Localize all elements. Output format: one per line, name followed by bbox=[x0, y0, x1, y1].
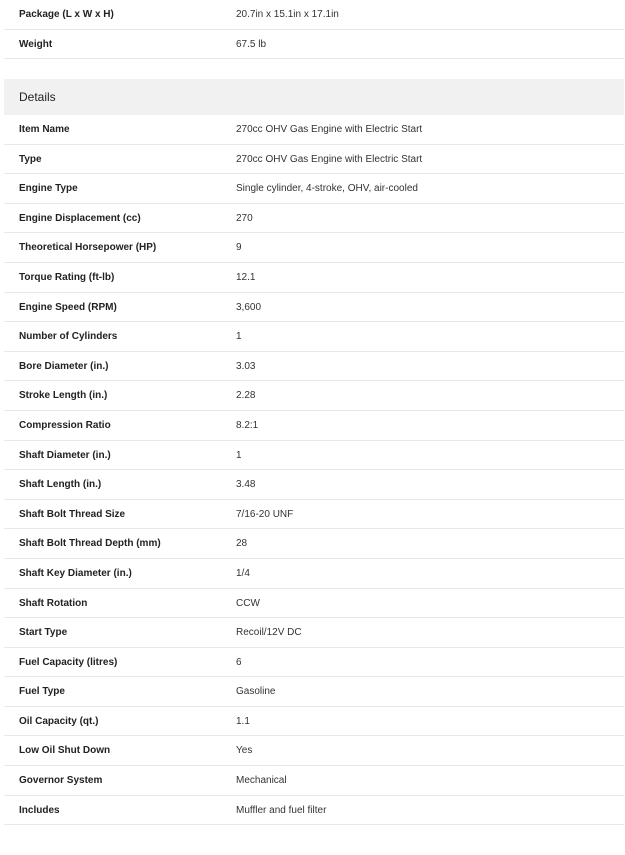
spec-row bbox=[4, 174, 624, 204]
spec-value: 3,600 bbox=[236, 301, 262, 313]
spec-row bbox=[4, 263, 624, 293]
spec-value: Yes bbox=[236, 745, 253, 757]
spec-value: 2.28 bbox=[236, 390, 256, 402]
spec-value: 28 bbox=[236, 538, 248, 550]
spec-value: 1 bbox=[236, 331, 242, 343]
spec-label: Shaft Length (in.) bbox=[19, 479, 102, 491]
spec-label: Weight bbox=[19, 38, 53, 50]
spec-label: Compression Ratio bbox=[19, 419, 111, 431]
spec-value: 270cc OHV Gas Engine with Electric Start bbox=[236, 153, 423, 165]
spec-value: 1 bbox=[236, 449, 242, 461]
spec-value: 67.5 lb bbox=[236, 38, 267, 50]
spec-label: Number of Cylinders bbox=[19, 331, 118, 343]
spec-label: Engine Type bbox=[19, 183, 78, 195]
spec-value: Gasoline bbox=[236, 686, 276, 698]
spec-label: Shaft Bolt Thread Size bbox=[19, 508, 126, 520]
details-section-title: Details bbox=[19, 90, 56, 104]
spec-value: 9 bbox=[236, 242, 242, 254]
spec-label: Theoretical Horsepower (HP) bbox=[19, 242, 157, 254]
spec-row bbox=[4, 529, 624, 559]
details-spec-table bbox=[4, 115, 624, 825]
spec-label: Torque Rating (ft-lb) bbox=[19, 271, 115, 283]
spec-value: Recoil/12V DC bbox=[236, 627, 302, 639]
spec-label: Engine Displacement (cc) bbox=[19, 212, 141, 224]
spec-row bbox=[4, 411, 624, 441]
spec-row bbox=[4, 115, 624, 145]
spec-value: 3.48 bbox=[236, 479, 256, 491]
spec-value: 8.2:1 bbox=[236, 419, 259, 431]
spec-row-weight bbox=[4, 30, 624, 60]
spec-value: Single cylinder, 4-stroke, OHV, air-cooled bbox=[236, 183, 418, 195]
spec-value: 1.1 bbox=[236, 715, 250, 727]
spec-value: 12.1 bbox=[236, 271, 256, 283]
spec-label: Shaft Rotation bbox=[19, 597, 88, 609]
spec-label: Governor System bbox=[19, 775, 103, 787]
spec-row bbox=[4, 648, 624, 678]
spec-label: Item Name bbox=[19, 124, 70, 135]
spec-value: Mechanical bbox=[236, 775, 287, 787]
spec-value: 1/4 bbox=[236, 567, 250, 579]
spec-row bbox=[4, 470, 624, 500]
spec-value: 3.03 bbox=[236, 360, 256, 372]
spec-label: Includes bbox=[19, 804, 60, 816]
spec-value: Muffler and fuel filter bbox=[236, 804, 327, 816]
spec-label: Oil Capacity (qt.) bbox=[19, 715, 99, 727]
spec-row bbox=[4, 500, 624, 530]
spec-label: Engine Speed (RPM) bbox=[19, 301, 117, 313]
spec-value: CCW bbox=[236, 597, 260, 609]
spec-row bbox=[4, 233, 624, 263]
spec-value: 270 bbox=[236, 212, 253, 224]
spec-row bbox=[4, 766, 624, 796]
package-spec-table bbox=[4, 0, 624, 59]
spec-label: Fuel Capacity (litres) bbox=[19, 656, 118, 668]
spec-label: Shaft Bolt Thread Depth (mm) bbox=[19, 538, 161, 550]
spec-row bbox=[4, 707, 624, 737]
spec-value: 270cc OHV Gas Engine with Electric Start bbox=[236, 124, 423, 135]
spec-row bbox=[4, 441, 624, 471]
spec-row bbox=[4, 559, 624, 589]
spec-row bbox=[4, 381, 624, 411]
spec-value: 7/16-20 UNF bbox=[236, 508, 294, 520]
spec-row bbox=[4, 796, 624, 826]
spec-row-package-dimensions bbox=[4, 0, 624, 30]
spec-value: 20.7in x 15.1in x 17.1in bbox=[236, 9, 339, 20]
spec-label: Shaft Diameter (in.) bbox=[19, 449, 111, 461]
spec-label: Fuel Type bbox=[19, 686, 65, 698]
spec-row bbox=[4, 293, 624, 323]
spec-row bbox=[4, 677, 624, 707]
spec-row bbox=[4, 589, 624, 619]
spec-label: Shaft Key Diameter (in.) bbox=[19, 567, 132, 579]
spec-row bbox=[4, 204, 624, 234]
spec-label: Package (L x W x H) bbox=[19, 9, 114, 20]
spec-row bbox=[4, 352, 624, 382]
spec-label: Start Type bbox=[19, 627, 68, 639]
spec-row bbox=[4, 736, 624, 766]
spec-label: Low Oil Shut Down bbox=[19, 745, 111, 757]
details-section-header bbox=[4, 79, 624, 115]
spec-row bbox=[4, 618, 624, 648]
spec-label: Stroke Length (in.) bbox=[19, 390, 108, 402]
spec-value: 6 bbox=[236, 656, 242, 668]
spec-label: Type bbox=[19, 153, 42, 165]
spec-label: Bore Diameter (in.) bbox=[19, 360, 109, 372]
spec-row bbox=[4, 145, 624, 175]
spec-row bbox=[4, 322, 624, 352]
